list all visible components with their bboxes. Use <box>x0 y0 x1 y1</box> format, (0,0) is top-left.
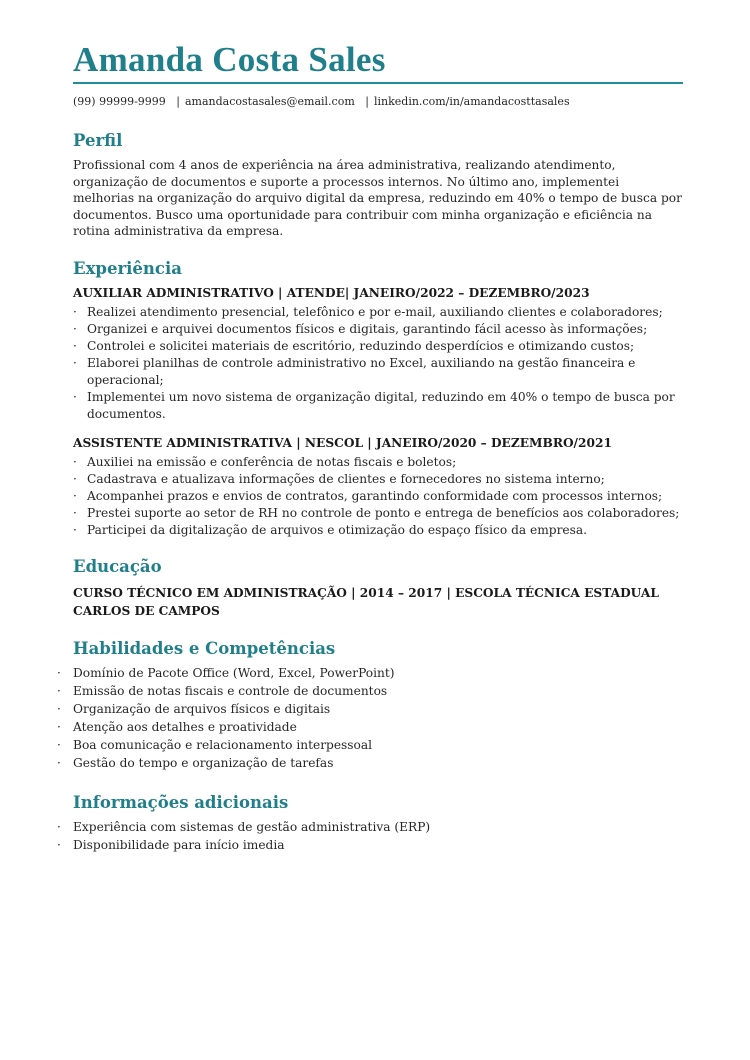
profile-heading: Perfil <box>73 131 123 150</box>
list-item <box>57 664 683 682</box>
header-divider <box>73 82 683 84</box>
list-item-text: Realizei atendimento presencial, telefônico e por e-mail, auxiliando clientes e colaboradores; <box>87 304 663 319</box>
list-item <box>57 754 683 772</box>
bullet-icon: · <box>73 304 77 319</box>
list-item <box>73 355 683 389</box>
bullet-icon: · <box>73 522 77 537</box>
list-item <box>73 389 683 423</box>
list-item-text: Elaborei planilhas de controle administrativo no Excel, auxiliando na gestão financeira e operacional; <box>87 355 636 387</box>
bullet-icon: · <box>57 837 61 852</box>
bullet-icon: · <box>57 819 61 834</box>
list-item-text: Controlei e solicitei materiais de escritório, reduzindo desperdícios e otimizando custos; <box>87 338 635 353</box>
linkedin-url: linkedin.com/in/amandacosttasales <box>373 95 570 108</box>
list-item <box>73 488 683 505</box>
list-item <box>57 736 683 754</box>
job-heading: AUXILIAR ADMINISTRATIVO | ATENDE| JANEIRO/2022 – DEZEMBRO/2023 <box>73 285 590 300</box>
candidate-name: Amanda Costa Sales <box>73 40 386 79</box>
bullet-icon: · <box>57 701 61 716</box>
list-item-text: Organizei e arquivei documentos físicos e digitais, garantindo fácil acesso às informações; <box>87 321 648 336</box>
contact-separator: | <box>176 95 180 108</box>
list-item <box>73 321 683 338</box>
list-item <box>73 522 683 539</box>
contact-separator: | <box>365 95 369 108</box>
bullet-icon: · <box>73 389 77 404</box>
email-address: amandacostasales@email.com <box>185 95 355 108</box>
list-item <box>73 505 683 522</box>
bullet-icon: · <box>57 737 61 752</box>
education-heading: Educação <box>73 556 162 576</box>
list-item <box>73 471 683 488</box>
skills-heading: Habilidades e Competências <box>73 638 336 658</box>
list-item-text: Boa comunicação e relacionamento interpessoal <box>73 737 373 752</box>
bullet-icon: · <box>57 755 61 770</box>
list-item <box>57 682 683 700</box>
list-item-text: Prestei suporte ao setor de RH no controle de ponto e entrega de benefícios aos colaboradores; <box>87 505 680 520</box>
resume-page <box>57 38 683 854</box>
bullet-icon: · <box>73 355 77 370</box>
education-entry: CURSO TÉCNICO EM ADMINISTRAÇÃO | 2014 – 2017 | ESCOLA TÉCNICA ESTADUAL CARLOS DE CAMPOS <box>73 585 659 618</box>
job-entry <box>73 435 683 539</box>
additional-info-list <box>57 818 683 854</box>
bullet-icon: · <box>73 338 77 353</box>
list-item-text: Implementei um novo sistema de organização digital, reduzindo em 40% o tempo de busca por documentos. <box>87 389 675 421</box>
list-item-text: Experiência com sistemas de gestão administrativa (ERP) <box>73 819 431 834</box>
profile-summary: Profissional com 4 anos de experiência na área administrativa, realizando atendimento, organização de documentos e suporte a processos internos. No último ano, implementei melhorias na organização do arquivo digital da empresa, reduzindo em 40% o tempo de busca por documentos. Busco uma oportunidade para contribuir com minha organização e eficiência na rotina administrativa da empresa. <box>73 158 682 238</box>
list-item <box>57 718 683 736</box>
job-bullet-list <box>73 454 683 539</box>
bullet-icon: · <box>73 454 77 469</box>
phone-number: (99) 99999-9999 <box>73 95 166 108</box>
list-item <box>73 304 683 321</box>
skills-list <box>57 664 683 772</box>
additional-info-heading: Informações adicionais <box>73 792 289 812</box>
bullet-icon: · <box>73 321 77 336</box>
list-item-text: Organização de arquivos físicos e digitais <box>73 701 331 716</box>
bullet-icon: · <box>73 488 77 503</box>
bullet-icon: · <box>73 505 77 520</box>
list-item <box>57 700 683 718</box>
list-item <box>57 818 683 836</box>
list-item <box>73 338 683 355</box>
list-item-text: Cadastrava e atualizava informações de clientes e fornecedores no sistema interno; <box>87 471 605 486</box>
list-item-text: Emissão de notas fiscais e controle de documentos <box>73 683 388 698</box>
list-item <box>73 454 683 471</box>
list-item-text: Gestão do tempo e organização de tarefas <box>73 755 334 770</box>
job-heading: ASSISTENTE ADMINISTRATIVA | NESCOL | JANEIRO/2020 – DEZEMBRO/2021 <box>73 435 612 450</box>
list-item-text: Acompanhei prazos e envios de contratos, garantindo conformidade com processos internos; <box>87 488 663 503</box>
list-item-text: Disponibilidade para início imedia <box>73 837 285 852</box>
job-entry <box>73 285 683 423</box>
list-item <box>57 836 683 854</box>
job-bullet-list <box>73 304 683 423</box>
list-item-text: Auxiliei na emissão e conferência de notas fiscais e boletos; <box>87 454 457 469</box>
bullet-icon: · <box>57 665 61 680</box>
list-item-text: Participei da digitalização de arquivos e otimização do espaço físico da empresa. <box>87 522 588 537</box>
list-item-text: Atenção aos detalhes e proatividade <box>73 719 297 734</box>
bullet-icon: · <box>73 471 77 486</box>
list-item-text: Domínio de Pacote Office (Word, Excel, PowerPoint) <box>73 665 395 680</box>
bullet-icon: · <box>57 683 61 698</box>
contact-line <box>73 95 683 109</box>
bullet-icon: · <box>57 719 61 734</box>
experience-heading: Experiência <box>73 258 182 278</box>
